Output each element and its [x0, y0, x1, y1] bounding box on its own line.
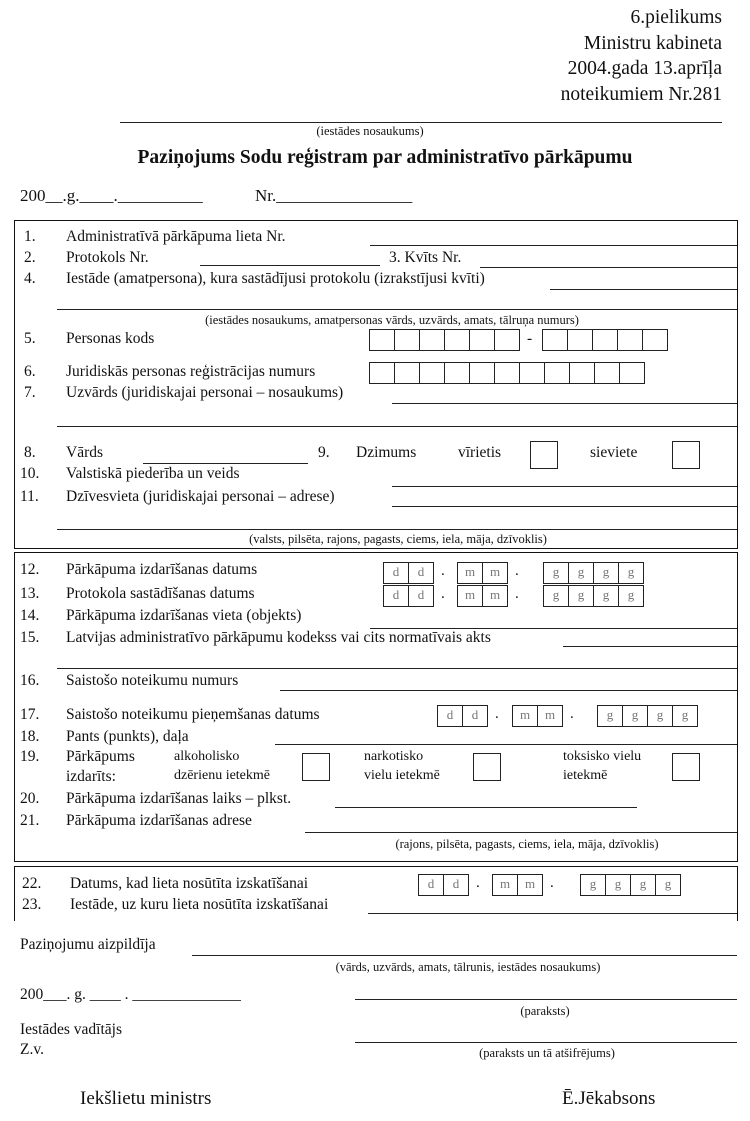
- signature-caption: (paraksts): [520, 1004, 570, 1018]
- year-cell[interactable]: g: [631, 875, 656, 895]
- date-separator: .: [495, 706, 499, 722]
- legal-act-field[interactable]: [563, 646, 737, 647]
- binding-rules-number-label: Saistošo noteikumu numurs: [66, 672, 239, 689]
- personal-code-part2[interactable]: [542, 329, 668, 351]
- row-number: 12.: [20, 561, 40, 578]
- toxic-label: toksisko vielu: [563, 749, 642, 764]
- row-number: 22.: [22, 875, 42, 892]
- digit-cell[interactable]: [620, 363, 644, 383]
- day-cell[interactable]: d: [384, 563, 409, 583]
- issuing-institution-caption: (iestādes nosaukums, amatpersonas vārds, uzvārds, amats, tālruņa numurs): [205, 313, 579, 327]
- row-number: 18.: [20, 728, 40, 745]
- digit-cell[interactable]: [420, 330, 445, 350]
- year-cell[interactable]: g: [544, 586, 569, 606]
- alcohol-label-2: dzērienu ietekmē: [174, 768, 271, 783]
- month-cells[interactable]: [512, 705, 563, 727]
- year-cell[interactable]: g: [606, 875, 631, 895]
- digit-cell[interactable]: [395, 363, 420, 383]
- row-number: 21.: [20, 812, 40, 829]
- offence-address-caption: (rajons, pilsēta, pagasts, ciems, iela, māja, dzīvoklis): [395, 837, 659, 851]
- page-title: Paziņojums Sodu reģistram par administratīvo pārkāpumu: [137, 147, 633, 168]
- protocol-number-label: Protokols Nr.: [66, 249, 149, 266]
- issuing-institution-field-2[interactable]: [57, 309, 737, 310]
- alcohol-label: alkoholisko: [174, 749, 240, 764]
- personal-code-separator: -: [527, 330, 533, 347]
- signature-date-field[interactable]: 200___. g. ____ . ______________: [20, 986, 241, 1003]
- day-cell[interactable]: d: [417, 564, 425, 579]
- digit-cell[interactable]: [445, 363, 470, 383]
- year-cells[interactable]: [580, 874, 681, 896]
- row-number: 14.: [20, 607, 40, 624]
- year-cell[interactable]: g: [581, 875, 606, 895]
- year-cell[interactable]: g: [623, 706, 648, 726]
- row-number: 7.: [24, 384, 36, 401]
- year-cell[interactable]: g: [648, 706, 673, 726]
- head-signature-caption: (paraksts un tā atšifrējums): [479, 1046, 615, 1060]
- digit-cell[interactable]: [593, 330, 618, 350]
- residence-label: Dzīvesvieta (juridiskajai personai – adrese): [66, 488, 335, 505]
- day-cell[interactable]: d: [384, 586, 409, 606]
- residence-field-2[interactable]: [57, 529, 737, 530]
- digit-cell[interactable]: [643, 330, 667, 350]
- month-cells[interactable]: [492, 874, 543, 896]
- digit-cell[interactable]: [568, 330, 593, 350]
- date-separator: .: [515, 586, 519, 602]
- date-separator: .: [441, 563, 445, 579]
- row-number: 1.: [24, 228, 36, 245]
- date-separator: .: [476, 875, 480, 891]
- legal-act-field-2[interactable]: [57, 668, 737, 669]
- legal-act-label: Latvijas administratīvo pārkāpumu kodekss vai cits normatīvais akts: [66, 629, 491, 646]
- month-cell[interactable]: m: [493, 875, 518, 895]
- binding-rules-date-label: Saistošo noteikumu pieņemšanas datums: [66, 706, 320, 723]
- regulation-date: 2004.gada 13.aprīļa: [567, 58, 722, 79]
- article-field[interactable]: [275, 744, 737, 745]
- head-signature-field[interactable]: [355, 1042, 737, 1043]
- digit-cell[interactable]: [370, 363, 395, 383]
- year-cell[interactable]: g: [569, 586, 594, 606]
- first-name-label: Vārds: [66, 444, 104, 461]
- citizenship-label: Valstiskā piederība un veids: [66, 465, 240, 482]
- registration-number-cells[interactable]: [369, 362, 645, 384]
- minister-name: Ē.Jēkabsons: [562, 1088, 656, 1109]
- row-number: 4.: [24, 270, 36, 287]
- issuing-institution-label: Iestāde (amatpersona), kura sastādījusi protokolu (izrakstījusi kvīti): [66, 270, 485, 287]
- head-label: Iestādes vadītājs: [20, 1021, 123, 1038]
- protocol-date-label: Protokola sastādīšanas datums: [66, 585, 255, 602]
- filled-by-caption: (vārds, uzvārds, amats, tālrunis, iestādes nosaukums): [335, 960, 601, 974]
- month-cell[interactable]: m: [544, 707, 556, 722]
- day-cell[interactable]: d: [452, 876, 460, 891]
- digit-cell[interactable]: [618, 330, 643, 350]
- institution-field[interactable]: [120, 122, 722, 123]
- date-separator: .: [570, 706, 574, 722]
- gender-female-checkbox[interactable]: [672, 441, 700, 469]
- article-label: Pants (punkts), daļa: [66, 728, 189, 745]
- month-cell[interactable]: m: [489, 564, 501, 579]
- day-cells[interactable]: [418, 874, 469, 896]
- row-number: 15.: [20, 629, 40, 646]
- row-number: 10.: [20, 465, 40, 482]
- date-separator: .: [515, 563, 519, 579]
- gender-label: Dzimums: [356, 444, 417, 461]
- referral-institution-label: Iestāde, uz kuru lieta nosūtīta izskatīšanai: [70, 896, 329, 913]
- row-number: 5.: [24, 330, 36, 347]
- offence-time-field[interactable]: [335, 807, 637, 808]
- year-cells[interactable]: [543, 585, 644, 607]
- gender-female-label: sieviete: [590, 444, 638, 461]
- registration-number-label: Juridiskās personas reģistrācijas numurs: [66, 363, 316, 380]
- case-number-label: Administratīvā pārkāpuma lieta Nr.: [66, 228, 286, 245]
- row-number: 11.: [20, 488, 39, 505]
- year-cell[interactable]: g: [544, 563, 569, 583]
- filled-by-field[interactable]: [192, 955, 737, 956]
- annex-label: 6.pielikums: [630, 7, 722, 28]
- referral-institution-field[interactable]: [368, 913, 737, 914]
- digit-cell[interactable]: [470, 363, 495, 383]
- digit-cell[interactable]: [470, 330, 495, 350]
- offence-address-field[interactable]: [305, 832, 737, 833]
- narcotics-checkbox[interactable]: [473, 753, 501, 781]
- offence-place-label: Pārkāpuma izdarīšanas vieta (objekts): [66, 607, 302, 624]
- year-cell[interactable]: g: [664, 876, 672, 891]
- receipt-number-field[interactable]: [480, 267, 737, 268]
- year-cell[interactable]: g: [627, 587, 635, 602]
- digit-cell[interactable]: [570, 363, 595, 383]
- date-separator: .: [441, 586, 445, 602]
- toxic-label-2: ietekmē: [563, 768, 608, 783]
- day-cells[interactable]: [383, 585, 434, 607]
- digit-cell[interactable]: [543, 330, 568, 350]
- narcotics-label: narkotisko: [364, 749, 424, 764]
- protocol-number-field[interactable]: [200, 265, 380, 266]
- date-separator: .: [550, 875, 554, 891]
- digit-cell[interactable]: [370, 330, 395, 350]
- personal-code-label: Personas kods: [66, 330, 155, 347]
- row-number: 19.: [20, 748, 40, 765]
- surname-field[interactable]: [392, 403, 737, 404]
- alcohol-checkbox[interactable]: [302, 753, 330, 781]
- row-number: 20.: [20, 790, 40, 807]
- issuing-institution-field[interactable]: [550, 289, 737, 290]
- offence-address-label: Pārkāpuma izdarīšanas adrese: [66, 812, 252, 829]
- year-cell[interactable]: g: [594, 563, 619, 583]
- month-cell[interactable]: m: [458, 563, 483, 583]
- digit-cell[interactable]: [520, 363, 545, 383]
- row-number: 8.: [24, 444, 36, 461]
- year-cell[interactable]: g: [681, 707, 689, 722]
- surname-field-2[interactable]: [57, 426, 737, 427]
- regulation-number: noteikumiem Nr.281: [560, 84, 722, 105]
- personal-code-part1[interactable]: [369, 329, 520, 351]
- month-cell[interactable]: m: [458, 586, 483, 606]
- year-cells[interactable]: [543, 562, 644, 584]
- residence-caption: (valsts, pilsēta, rajons, pagasts, ciems, iela, māja, dzīvoklis): [249, 532, 547, 546]
- year-cells[interactable]: [597, 705, 698, 727]
- digit-cell[interactable]: [495, 330, 519, 350]
- offence-time-label: Pārkāpuma izdarīšanas laiks – plkst.: [66, 790, 292, 807]
- residence-field[interactable]: [392, 506, 737, 507]
- digit-cell[interactable]: [420, 363, 445, 383]
- day-cell[interactable]: d: [417, 587, 425, 602]
- month-cells[interactable]: [457, 585, 508, 607]
- narcotics-label-2: vielu ietekmē: [364, 768, 440, 783]
- year-cell[interactable]: g: [627, 564, 635, 579]
- row-number: 13.: [20, 585, 40, 602]
- referral-date-label: Datums, kad lieta nosūtīta izskatīšanai: [70, 875, 309, 892]
- digit-cell[interactable]: [595, 363, 620, 383]
- day-cell[interactable]: d: [419, 875, 444, 895]
- year-cell[interactable]: g: [569, 563, 594, 583]
- row-number: 9.: [318, 444, 330, 461]
- binding-rules-number-field[interactable]: [280, 690, 737, 691]
- first-name-field[interactable]: [143, 463, 308, 464]
- signature-field[interactable]: [355, 999, 737, 1000]
- year-cell[interactable]: g: [598, 706, 623, 726]
- filled-by-label: Paziņojumu aizpildīja: [20, 936, 156, 953]
- citizenship-field[interactable]: [392, 486, 737, 487]
- receipt-number-label: 3. Kvīts Nr.: [389, 249, 462, 266]
- influence-label: Pārkāpums: [66, 748, 135, 765]
- gender-male-label: vīrietis: [458, 444, 502, 461]
- row-number: 2.: [24, 249, 36, 266]
- digit-cell[interactable]: [395, 330, 420, 350]
- month-cell[interactable]: m: [513, 706, 538, 726]
- day-cell[interactable]: d: [438, 706, 463, 726]
- toxic-checkbox[interactable]: [672, 753, 700, 781]
- notice-date-field[interactable]: 200__.g.____.__________: [20, 186, 203, 205]
- day-cells[interactable]: [383, 562, 434, 584]
- year-cell[interactable]: g: [594, 586, 619, 606]
- month-cell[interactable]: m: [489, 587, 501, 602]
- row-number: 23.: [22, 896, 42, 913]
- gender-male-checkbox[interactable]: [530, 441, 558, 469]
- month-cells[interactable]: [457, 562, 508, 584]
- row-number: 6.: [24, 363, 36, 380]
- seal-label: Z.v.: [20, 1041, 44, 1058]
- digit-cell[interactable]: [495, 363, 520, 383]
- notice-number-field[interactable]: Nr.________________: [255, 186, 413, 205]
- month-cell[interactable]: m: [524, 876, 536, 891]
- day-cells[interactable]: [437, 705, 488, 727]
- row-number: 16.: [20, 672, 40, 689]
- influence-label-2: izdarīts:: [66, 768, 116, 785]
- surname-label: Uzvārds (juridiskajai personai – nosaukums): [66, 384, 344, 401]
- minister-title: Iekšlietu ministrs: [80, 1088, 212, 1109]
- day-cell[interactable]: d: [471, 707, 479, 722]
- cabinet-label: Ministru kabineta: [583, 33, 722, 54]
- case-number-field[interactable]: [370, 245, 737, 246]
- institution-caption: (iestādes nosaukums): [316, 124, 424, 138]
- digit-cell[interactable]: [545, 363, 570, 383]
- row-number: 17.: [20, 706, 40, 723]
- offence-date-label: Pārkāpuma izdarīšanas datums: [66, 561, 258, 578]
- digit-cell[interactable]: [445, 330, 470, 350]
